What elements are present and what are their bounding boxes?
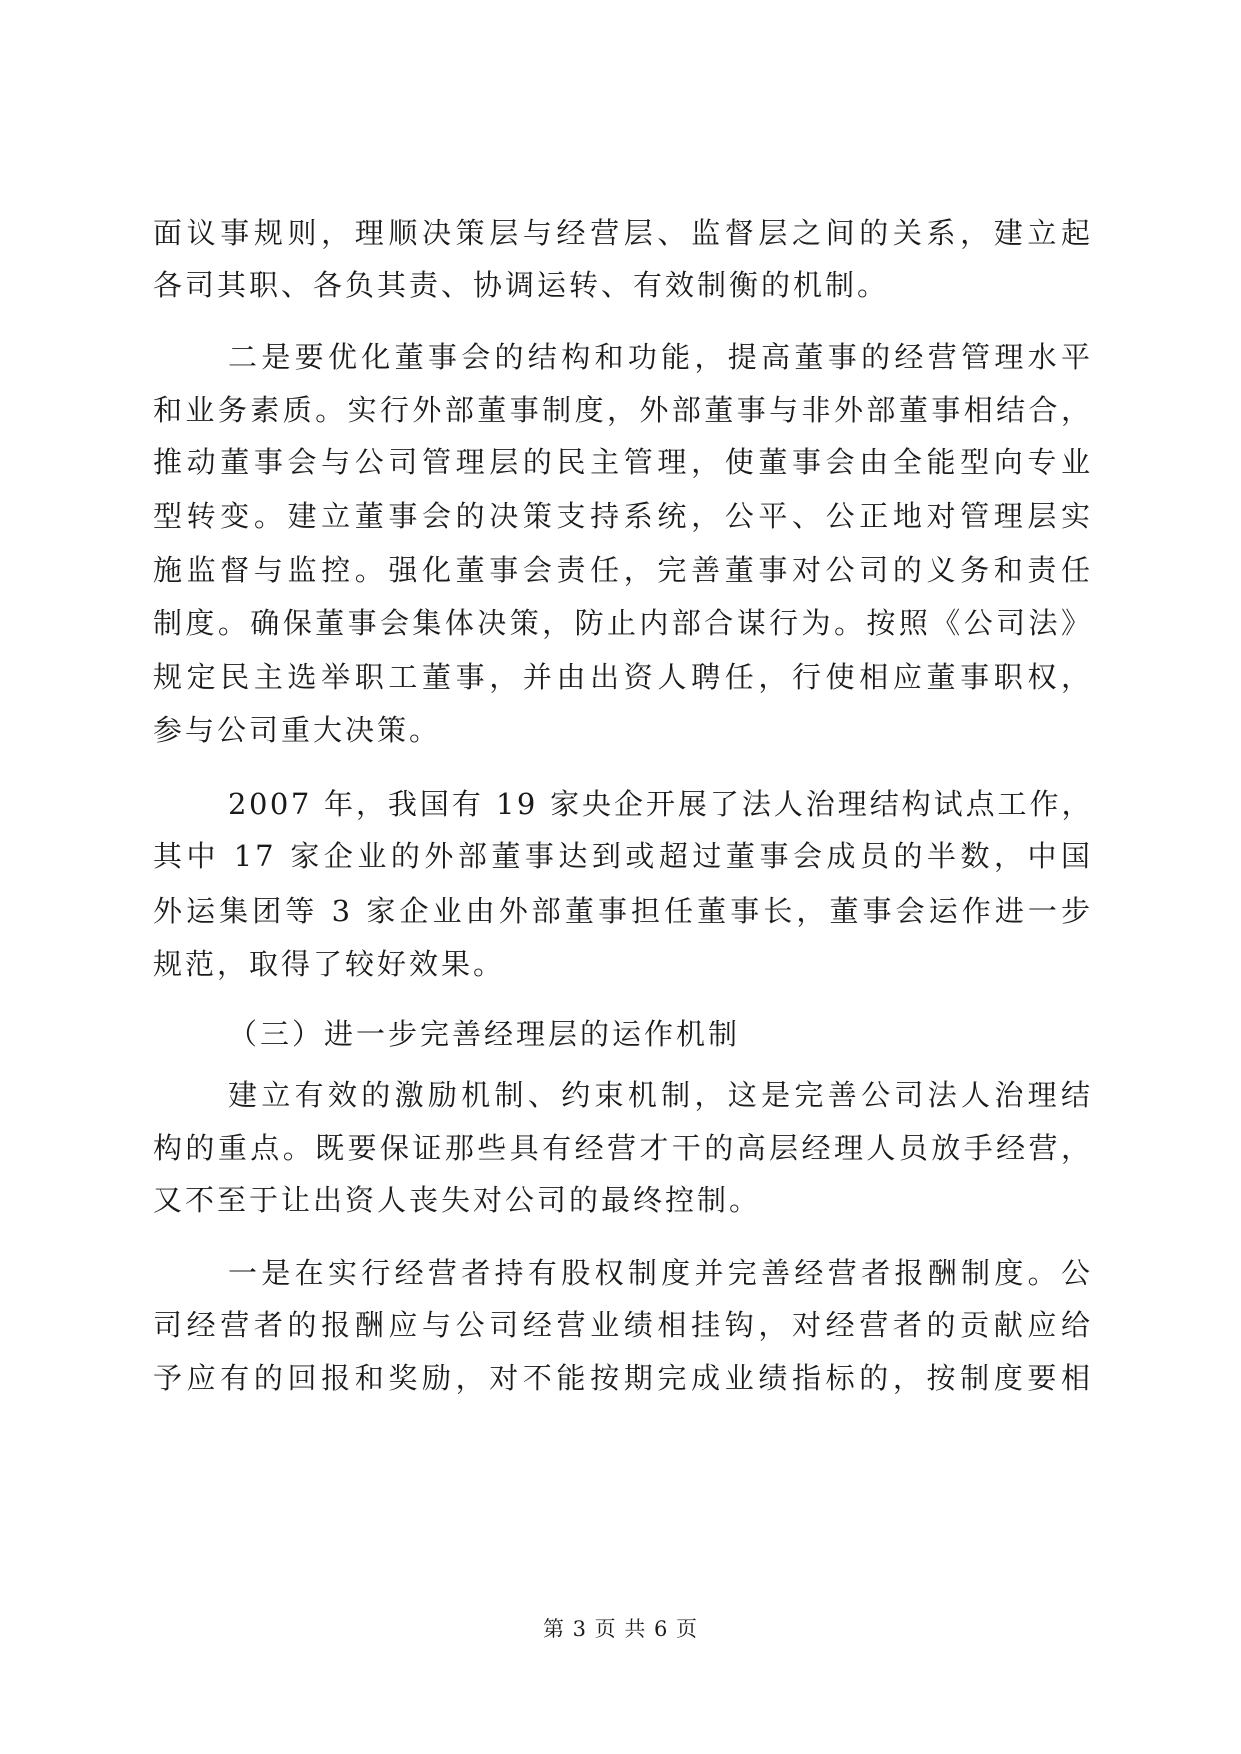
paragraph-2-line-5: 施监督与监控。强化董事会责任，完善董事对公司的义务和责任 xyxy=(153,553,1093,587)
paragraph-1-line-2: 各司其职、各负其责、协调运转、有效制衡的机制。 xyxy=(153,268,890,302)
paragraph-5-line-2: 司经营者的报酬应与公司经营业绩相挂钩，对经营者的贡献应给 xyxy=(153,1308,1093,1342)
paragraph-1-line-1: 面议事规则，理顺决策层与经营层、监督层之间的关系，建立起 xyxy=(153,216,1093,250)
paragraph-3-line-1: 2007 年，我国有 19 家央企开展了法人治理结构试点工作， xyxy=(228,787,1093,821)
paragraph-2-line-2: 和业务素质。实行外部董事制度，外部董事与非外部董事相结合， xyxy=(153,393,1093,427)
paragraph-2-line-7: 规定民主选举职工董事，并由出资人聘任，行使相应董事职权， xyxy=(153,660,1093,694)
paragraph-5-line-3: 予应有的回报和奖励，对不能按期完成业绩指标的，按制度要相 xyxy=(153,1361,1093,1395)
paragraph-4-line-1: 建立有效的激励机制、约束机制，这是完善公司法人治理结 xyxy=(228,1078,1093,1112)
paragraph-4-line-3: 又不至于让出资人丧失对公司的最终控制。 xyxy=(153,1183,762,1217)
paragraph-2-line-1: 二是要优化董事会的结构和功能，提高董事的经营管理水平 xyxy=(228,340,1093,374)
page-number-footer: 第 3 页 共 6 页 xyxy=(542,1617,699,1641)
paragraph-3-line-3: 外运集团等 3 家企业由外部董事担任董事长，董事会运作进一步 xyxy=(153,894,1093,928)
paragraph-2-line-8: 参与公司重大决策。 xyxy=(153,713,442,747)
paragraph-5-line-1: 一是在实行经营者持有股权制度并完善经营者报酬制度。公 xyxy=(228,1256,1093,1290)
paragraph-3-line-4: 规范，取得了较好效果。 xyxy=(153,947,506,981)
paragraph-4-line-2: 构的重点。既要保证那些具有经营才干的高层经理人员放手经营， xyxy=(153,1131,1093,1165)
paragraph-2-line-4: 型转变。建立董事会的决策支持系统，公平、公正地对管理层实 xyxy=(153,499,1093,533)
paragraph-3-line-2: 其中 17 家企业的外部董事达到或超过董事会成员的半数，中国 xyxy=(153,839,1093,873)
paragraph-2-line-3: 推动董事会与公司管理层的民主管理，使董事会由全能型向专业 xyxy=(153,445,1093,479)
section-heading: （三）进一步完善经理层的运作机制 xyxy=(228,1017,741,1051)
paragraph-2-line-6: 制度。确保董事会集体决策，防止内部合谋行为。按照《公司法》 xyxy=(153,606,1093,640)
